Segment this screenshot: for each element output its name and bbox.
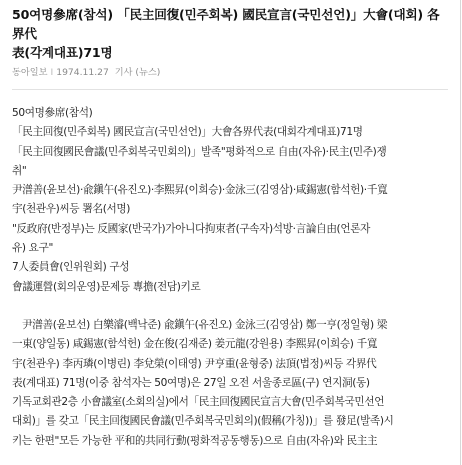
article-title (12, 5, 448, 62)
body-line: 기독교회관2층 小會議室(소회의실)에서「民主回復國民宣言大會(민주회복국민선언 (12, 396, 385, 409)
body-line: 會議運營(회의운영)문제등 專擔(전담)키로 (12, 280, 201, 293)
body-line: 表(계대표) 71명(이중 참석자는 50여명)은 27일 오전 서울종로區(구) 연지洞(동) (12, 376, 370, 389)
body-line: "反政府(반정부)는 反國家(반국가)가아니다拘束者(구속자)석방·言論自由(언론자 (12, 222, 370, 235)
source-name[interactable]: 동아일보 (12, 67, 48, 78)
body-line: 취" (12, 164, 27, 177)
body-line: 키는 한편"모든 가능한 平和的共同行動(평화적공동행동)으로 自由(자유)와 民主主 (12, 434, 378, 447)
body-line: 50여명參席(참석) (12, 107, 93, 119)
article-type: 기사 (뉴스) (114, 67, 161, 78)
body-line: 尹潽善(윤보선) 白樂濬(백낙준) 兪鎭午(유진오) 金泳三(김영삼) 鄭一亨(정일형) 梁 (22, 318, 388, 331)
article-title-line-2: 表(각계대표)71명 (12, 45, 113, 60)
publish-date: 1974.11.27 (56, 67, 109, 78)
body-line: 「民主回復國民會議(민주회복국민회의)」발족"평화적으로 自由(자유)·民主(민주)쟁 (12, 145, 387, 158)
body-line: 尹潽善(윤보선)·兪鎭午(유진오)·李熙昇(이희승)·金泳三(김영삼)·咸錫憲(함석헌)·千寬 (12, 184, 388, 197)
paragraph-spacer (12, 297, 448, 316)
body-line: 宇(천관우)씨등 署名(서명) (12, 203, 131, 216)
body-line: 一東(양일동) 咸錫憲(함석헌) 金在俊(김재준) 姜元龍(강원용) 李熙昇(이희승) 千寬 (12, 338, 378, 351)
meta-separator: I (50, 67, 54, 78)
article-title-line-1: 50여명參席(참석) 「民主回復(민주회복) 國民宣言(국민선언)」大會(대회) 各界代 (12, 7, 440, 41)
article-body (0, 90, 460, 451)
article-header (0, 0, 460, 79)
body-line: 「民主回復(민주회복) 國民宣言(국민선언)」大會各界代表(대회각계대표)71명 (12, 126, 363, 139)
body-line: 유) 요구" (12, 242, 53, 255)
body-line: 7人委員會(인위원회) 구성 (12, 261, 130, 274)
body-line: 宇(천관우) 李丙璘(이병린) 李兌榮(이태영) 尹亨重(윤형중) 法頂(법정)씨등 각界代 (12, 357, 377, 370)
body-line: 대회)」를 갖고「民主回復國民會議(민주회복국민회의)(假稱(가칭))」를 發足(발족)시 (12, 415, 394, 428)
article-meta (12, 67, 448, 79)
